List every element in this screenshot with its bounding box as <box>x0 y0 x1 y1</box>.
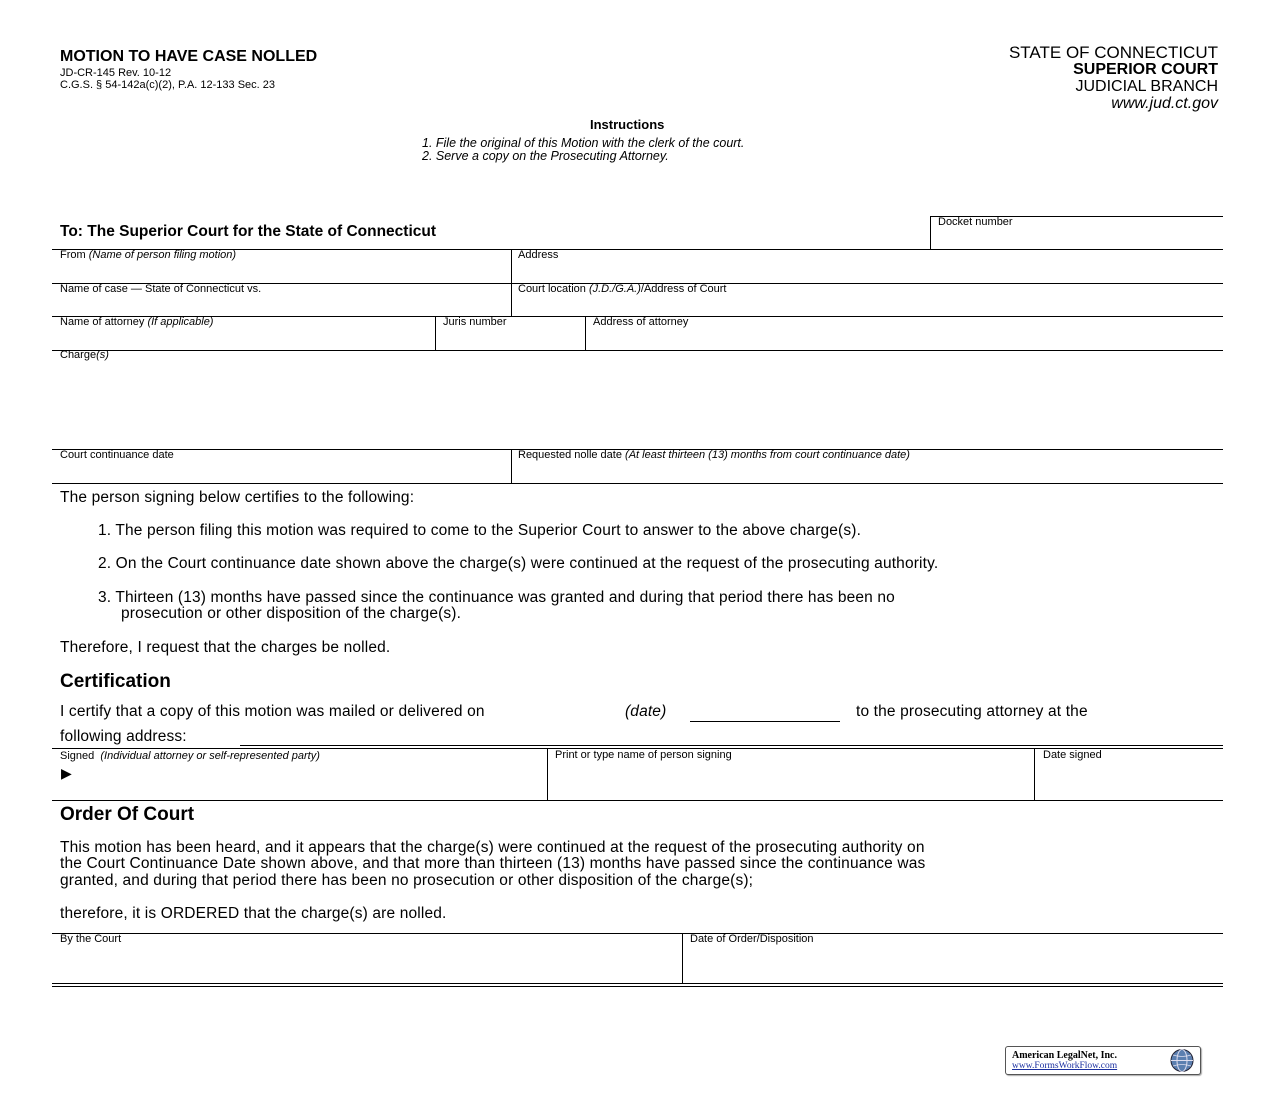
nolle-date-label <box>518 449 910 461</box>
row-rule-charges <box>52 350 1223 351</box>
continuance-date-field[interactable] <box>53 463 510 482</box>
statute-reference: C.G.S. § 54-142a(c)(2), P.A. 12-133 Sec. 23 <box>60 79 276 91</box>
publisher-url[interactable]: www.FormsWorkFlow.com <box>1012 1061 1118 1071</box>
signature-arrow-icon: ▶ <box>61 765 72 781</box>
order-text-line-3: granted, and during that period there has been no prosecution or other disposition of the charge(s); <box>60 872 754 889</box>
print-name-field[interactable] <box>548 763 1033 799</box>
charges-label-hint: (s) <box>96 349 109 361</box>
continuance-date-label: Court continuance date <box>60 449 174 461</box>
by-court-field[interactable] <box>53 948 681 982</box>
charges-field[interactable] <box>53 364 1223 449</box>
certification-date-hint: (date) <box>625 703 667 720</box>
nolle-date-field[interactable] <box>512 463 1223 482</box>
certifies-item-3: 3. Thirteen (13) months have passed since the continuance was granted and during that period there has been no <box>98 589 895 606</box>
order-top-rule <box>52 933 1223 934</box>
court-location-hint: (J.D./G.A.) <box>588 283 641 295</box>
order-bottom-rule-1 <box>52 983 1223 984</box>
court-location-label <box>518 283 726 295</box>
certification-address-prefix: following address: <box>60 728 187 745</box>
juris-number-field[interactable] <box>436 330 584 349</box>
certification-heading: Certification <box>60 671 171 692</box>
certifies-item-1: 1. The person filing this motion was required to come to the Superior Court to answer to the above charge(s). <box>98 522 862 539</box>
row-rule-bottom <box>52 483 1223 484</box>
order-bottom-rule-2 <box>52 986 1223 987</box>
order-text-line-1: This motion has been heard, and it appears that the charge(s) were continued at the request of the prosecuting authority on <box>60 839 925 856</box>
instruction-item-2: 2. Serve a copy on the Prosecuting Attorney. <box>422 149 669 163</box>
website-link[interactable]: www.jud.ct.gov <box>1111 95 1218 112</box>
attorney-address-label: Address of attorney <box>593 316 689 328</box>
from-label-hint: (Name of person filing motion) <box>88 249 237 261</box>
attorney-name-text: Name of attorney <box>60 316 145 328</box>
juris-number-label: Juris number <box>443 316 507 328</box>
by-court-label: By the Court <box>60 933 122 945</box>
date-signed-field[interactable] <box>1035 763 1223 799</box>
branch-name: JUDICIAL BRANCH <box>1075 78 1218 95</box>
nolle-date-hint: (At least thirteen (13) months from court continuance date) <box>625 449 910 461</box>
certification-date-field[interactable] <box>690 721 840 722</box>
signed-label <box>60 750 320 762</box>
signed-label-text: Signed <box>60 750 95 762</box>
court-name: SUPERIOR COURT <box>1073 61 1218 78</box>
state-name: STATE OF CONNECTICUT <box>1008 43 1218 62</box>
certification-text: I certify that a copy of this motion was mailed or delivered on <box>60 703 485 720</box>
attorney-address-field[interactable] <box>586 330 1223 349</box>
docket-number-field[interactable] <box>931 230 1223 248</box>
from-field[interactable] <box>53 263 510 282</box>
signature-bottom-rule <box>52 800 1223 801</box>
court-location-text: Court location <box>518 283 586 295</box>
certifies-intro: The person signing below certifies to the following: <box>60 489 415 506</box>
certifies-item-2: 2. On the Court continuance date shown above the charge(s) were continued at the request of the prosecuting authority. <box>98 555 939 572</box>
docket-number-label: Docket number <box>938 216 1013 228</box>
print-name-label: Print or type name of person signing <box>555 749 732 761</box>
order-text-line-2: the Court Continuance Date shown above, and that more than thirteen (13) months have passed since the continuance was <box>60 855 926 872</box>
case-name-label: Name of case — State of Connecticut vs. <box>60 283 262 295</box>
instruction-item-1: 1. File the original of this Motion with the clerk of the court. <box>422 136 745 150</box>
court-location-suffix: /Address of Court <box>640 283 727 295</box>
certifies-item-3-cont: prosecution or other disposition of the charge(s). <box>121 605 462 622</box>
publisher-badge[interactable] <box>1005 1046 1201 1075</box>
charges-label <box>60 349 109 361</box>
attorney-name-field[interactable] <box>53 330 434 349</box>
attorney-name-label <box>60 316 213 328</box>
order-heading: Order Of Court <box>60 804 195 825</box>
charges-label-text: Charge <box>60 349 97 361</box>
request-statement: Therefore, I request that the charges be nolled. <box>60 639 391 656</box>
globe-icon <box>1169 1048 1195 1073</box>
to-court-line: To: The Superior Court for the State of Connecticut <box>60 223 437 240</box>
from-label-text: From <box>60 249 86 261</box>
date-of-order-field[interactable] <box>683 948 1223 982</box>
date-signed-label: Date signed <box>1043 749 1102 761</box>
address-label: Address <box>518 249 559 261</box>
form-id: JD-CR-145 Rev. 10-12 <box>60 67 172 79</box>
nolle-date-text: Requested nolle date <box>518 449 622 461</box>
attorney-name-hint: (If applicable) <box>147 316 214 328</box>
date-of-order-label: Date of Order/Disposition <box>690 933 814 945</box>
from-label <box>60 249 236 261</box>
signed-label-hint: (Individual attorney or self-represented party) <box>100 750 320 762</box>
case-name-field[interactable] <box>53 297 510 315</box>
signature-field[interactable] <box>78 765 546 798</box>
certification-address-field[interactable] <box>240 745 1223 746</box>
certification-text-after: to the prosecuting attorney at the <box>856 703 1088 720</box>
court-location-field[interactable] <box>512 297 1223 315</box>
instructions-title: Instructions <box>590 117 665 132</box>
address-field[interactable] <box>512 263 1223 282</box>
publisher-name: American LegalNet, Inc. <box>1012 1050 1117 1061</box>
order-statement: therefore, it is ORDERED that the charge(s) are nolled. <box>60 905 447 922</box>
form-title: MOTION TO HAVE CASE NOLLED <box>60 48 318 65</box>
